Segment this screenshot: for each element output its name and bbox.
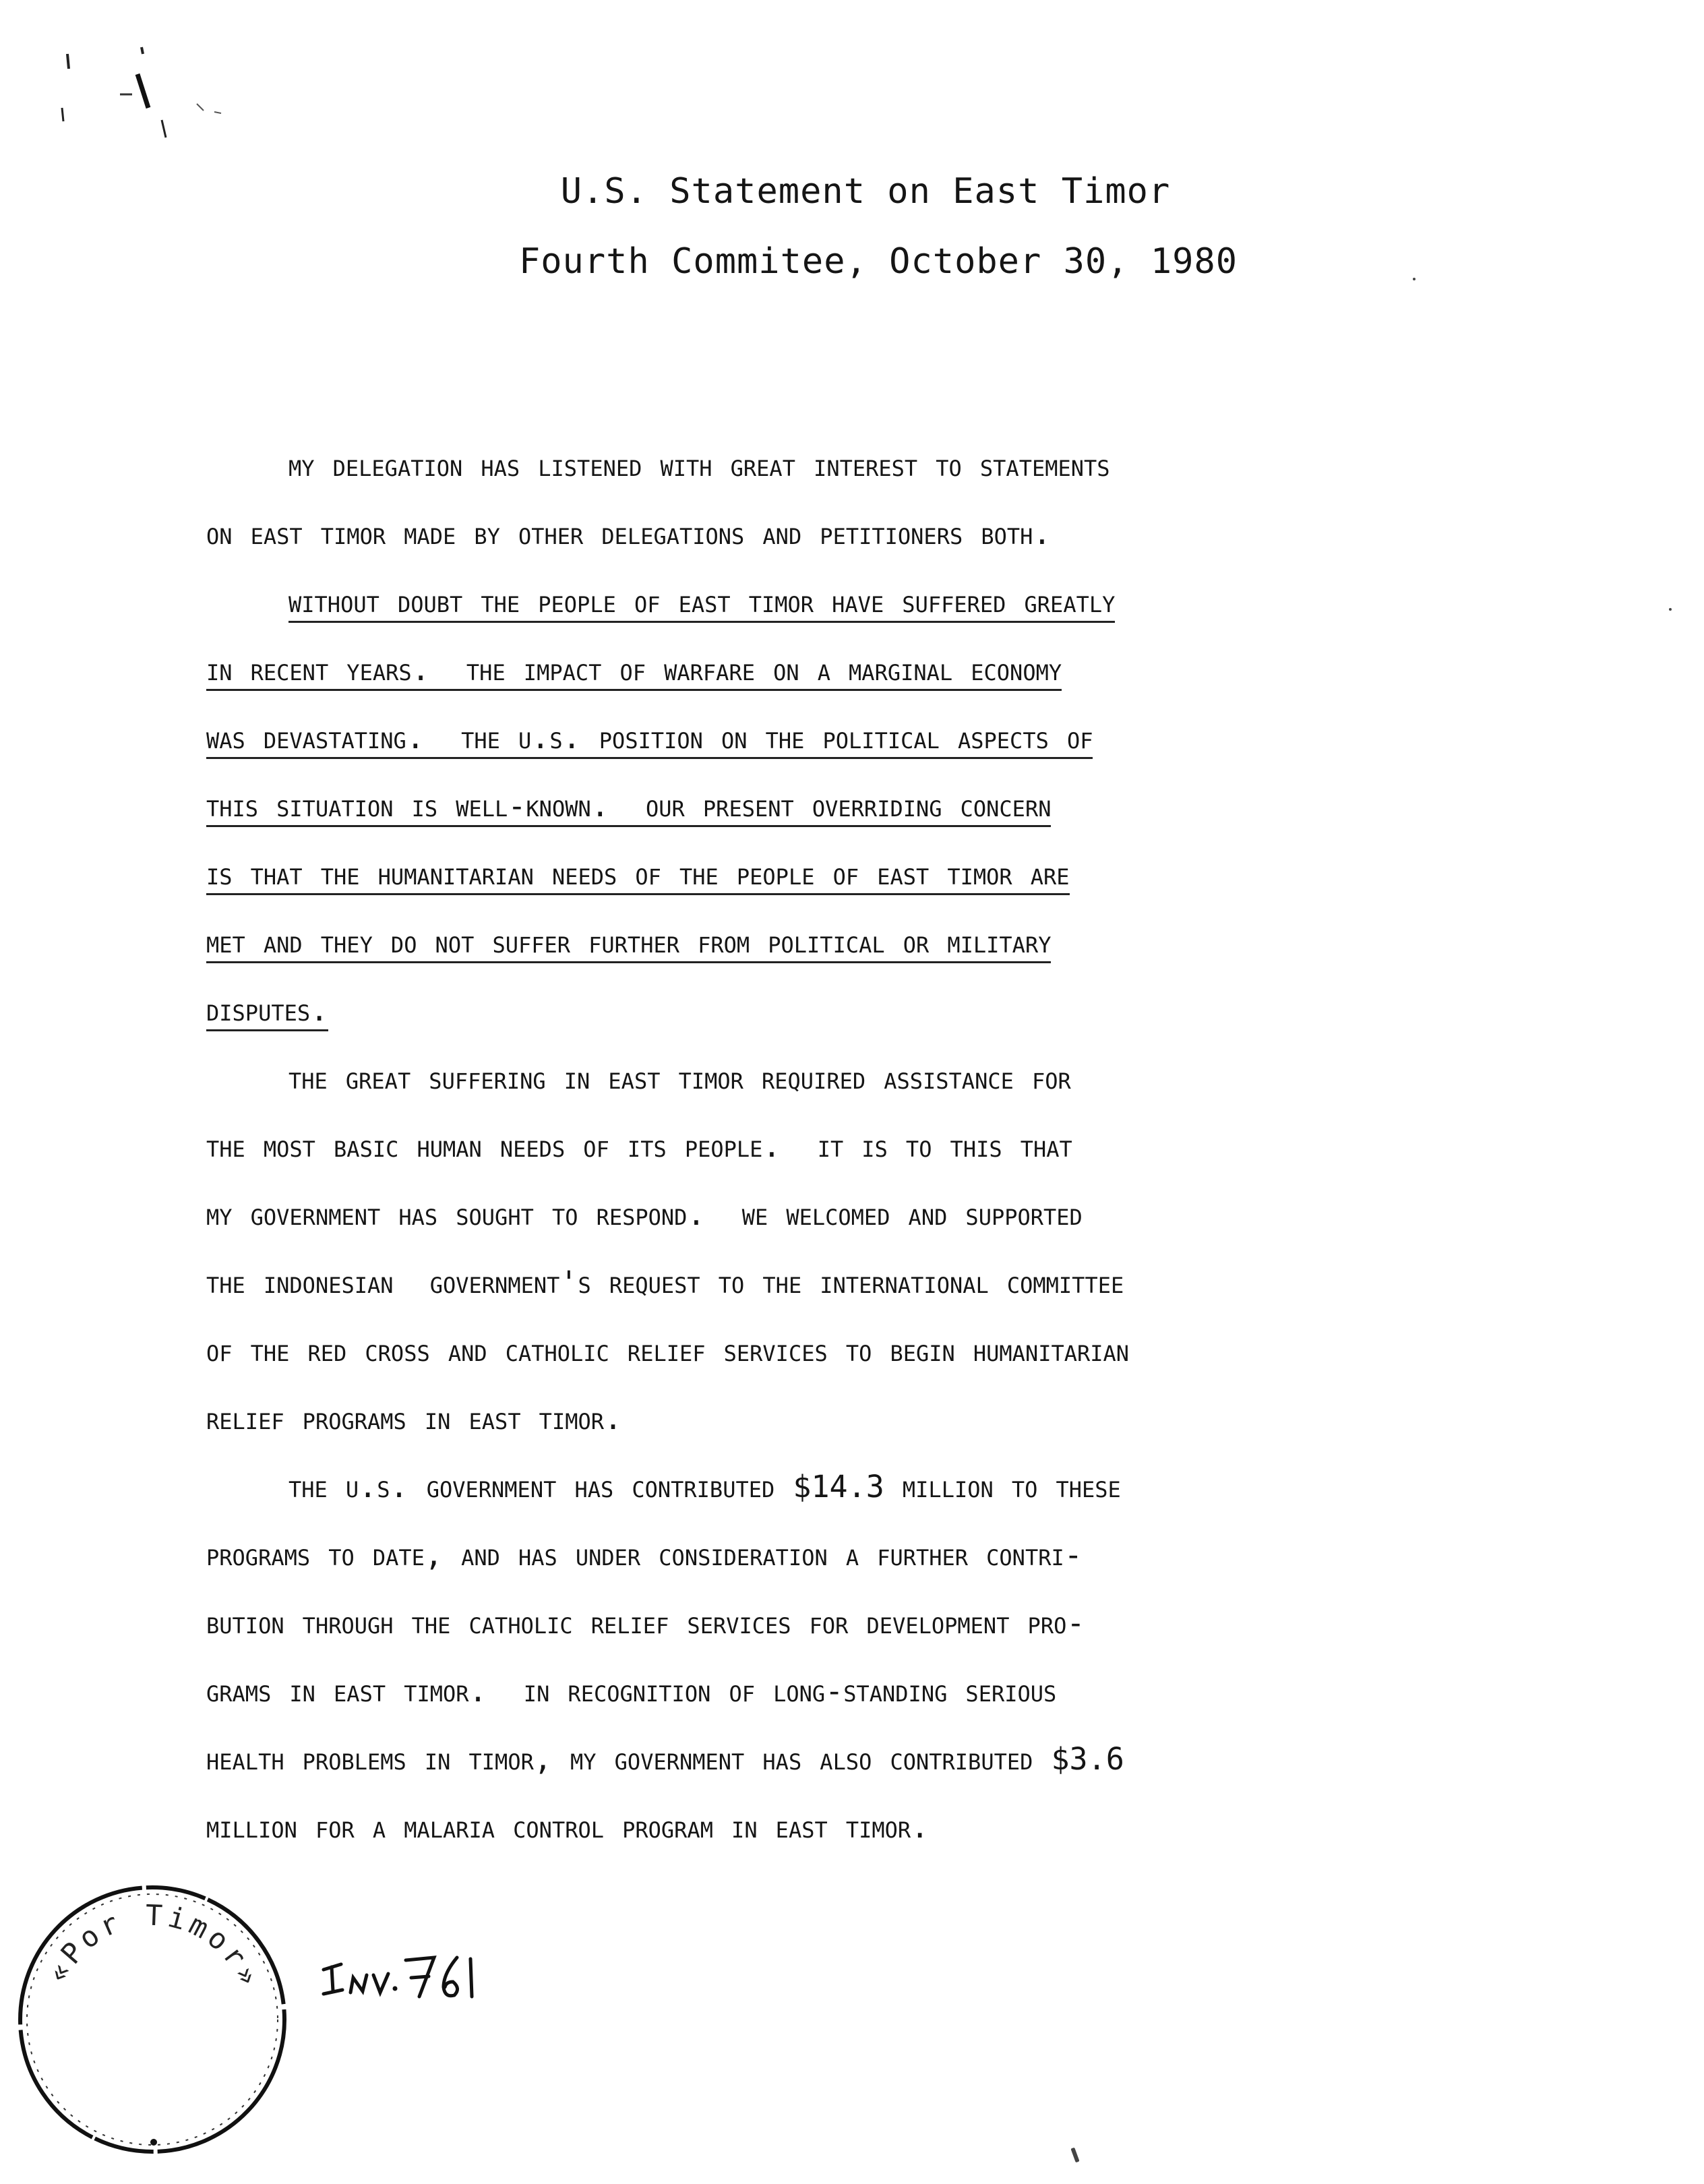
- text-line: of the red cross and catholic relief services to begin humanitarian: [206, 1333, 1130, 1368]
- text-line: the u.s. government has contributed $14.3 million to these: [288, 1469, 1121, 1505]
- underlined-text: disputes.: [206, 992, 328, 1031]
- text-line-underlined: [206, 840, 1581, 908]
- underlined-text: in recent years. the impact of warfare on a marginal economy: [206, 652, 1062, 691]
- underlined-text: this situation is well-known. our present overriding concern: [206, 788, 1051, 827]
- text-line-underlined: [206, 772, 1581, 840]
- text-line: my delegation has listened with great interest to statements: [288, 448, 1110, 483]
- paragraph-3: [206, 1044, 1581, 1453]
- scan-speck: [1070, 2148, 1079, 2163]
- text-line: bution through the catholic relief services for development pro-: [206, 1605, 1085, 1641]
- text-line: my government has sought to respond. we welcomed and supported: [206, 1196, 1083, 1232]
- paragraph-2: [206, 568, 1581, 1044]
- scan-speck: [1669, 608, 1672, 611]
- text-line-underlined: [206, 704, 1581, 772]
- text-line: relief programs in east timor.: [206, 1401, 623, 1436]
- underlined-text: met and they do not suffer further from political or military: [206, 924, 1051, 963]
- stamp-text: «Por Timor»: [40, 1898, 268, 1994]
- text-line: the great suffering in east timor required assistance for: [288, 1060, 1071, 1096]
- underlined-text: without doubt the people of east timor have suffered greatly: [288, 584, 1115, 623]
- underlined-text: was devastating. the u.s. position on the political aspects of: [206, 720, 1093, 759]
- text-line-underlined: [206, 908, 1581, 976]
- text-line-underlined: [206, 636, 1581, 704]
- archive-stamp: [11, 1878, 294, 2161]
- text-line: the most basic human needs of its people. it is to this that: [206, 1128, 1072, 1164]
- handwritten-inventory-note: [318, 1944, 493, 2011]
- title-line-1: U.S. Statement on East Timor: [560, 171, 1171, 212]
- handwritten-note-image: [318, 1944, 493, 2011]
- paragraph-1: [206, 431, 1581, 568]
- text-line: on east timor made by other delegations and petitioners both.: [206, 516, 1052, 551]
- underlined-text: is that the humanitarian needs of the people of east timor are: [206, 856, 1070, 895]
- scan-speck: [1413, 278, 1416, 280]
- statement-body: [206, 431, 1581, 1861]
- document-title: [0, 156, 1704, 297]
- text-line-underlined: [206, 976, 1581, 1044]
- text-line: programs to date, and has under consideration a further contri-: [206, 1537, 1083, 1573]
- paragraph-4: [206, 1453, 1581, 1861]
- text-line: the indonesian government's request to the international committee: [206, 1265, 1124, 1300]
- stray-marks: [54, 40, 229, 162]
- text-line: grams in east timor. in recognition of long-standing serious: [206, 1673, 1057, 1709]
- text-line-underlined: [206, 568, 1581, 636]
- title-line-2: Fourth Commitee, October 30, 1980: [518, 241, 1238, 282]
- text-line: health problems in timor, my government has also contributed $3.6: [206, 1741, 1124, 1777]
- text-line: million for a malaria control program in east timor.: [206, 1809, 930, 1845]
